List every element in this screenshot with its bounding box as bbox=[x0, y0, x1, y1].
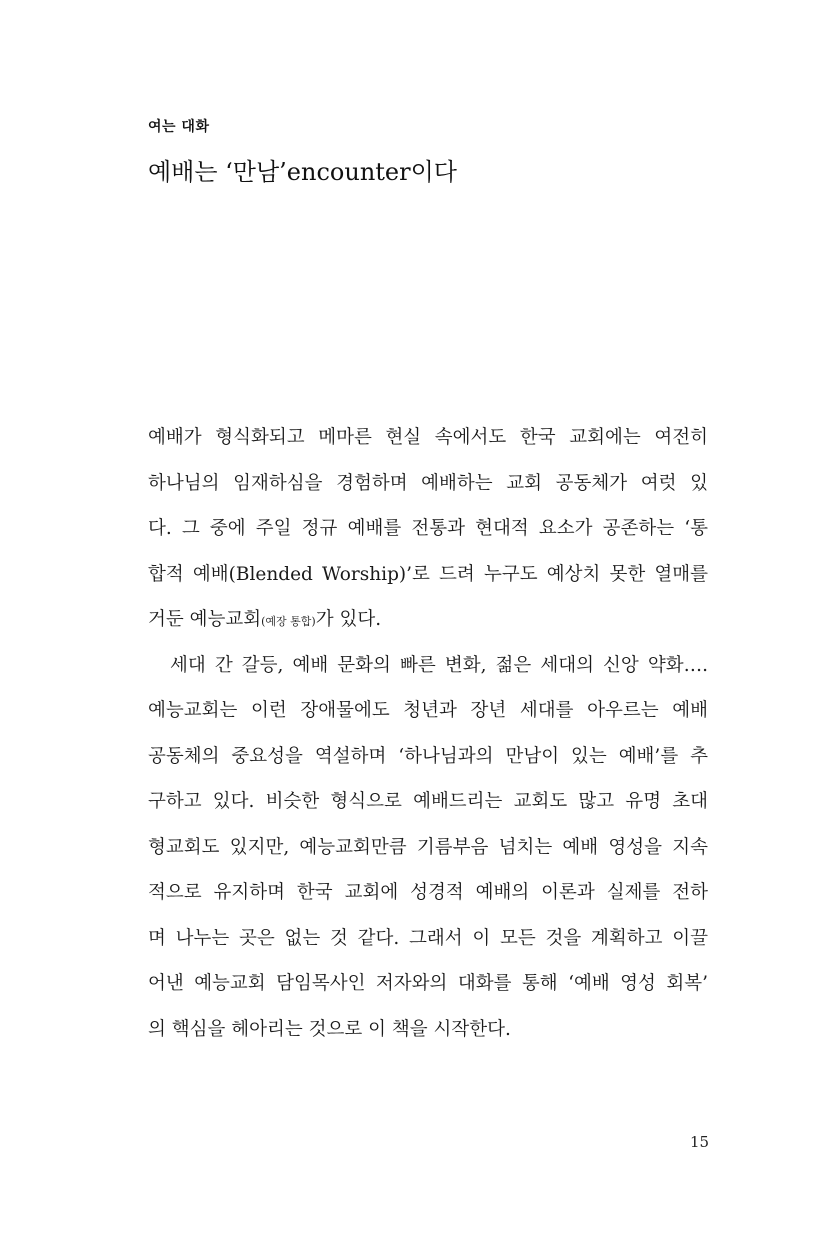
section-label: 여는 대화 bbox=[148, 119, 210, 135]
text-line: 다. 그 중에 주일 정규 예배를 전통과 현대적 요소가 공존하는 ‘통 bbox=[148, 518, 708, 539]
paragraph-2 bbox=[148, 643, 708, 1053]
page-number: 15 bbox=[690, 1133, 710, 1151]
text-line: 형교회도 있지만, 예능교회만큼 기름부음 넘치는 예배 영성을 지속 bbox=[148, 836, 708, 858]
text-line: 며 나누는 곳은 없는 것 같다. 그래서 이 모든 것을 계획하고 이끌 bbox=[148, 927, 708, 949]
text-line: 예능교회는 이런 장애물에도 청년과 장년 세대를 아우르는 예배 bbox=[148, 700, 708, 721]
text-line: 공동체의 중요성을 역설하며 ‘하나님과의 만남이 있는 예배’를 추 bbox=[148, 745, 708, 767]
text-line: 합적 예배(Blended Worship)’로 드려 누구도 예상치 못한 열매를 bbox=[148, 563, 708, 585]
text-line: 구하고 있다. 비슷한 형식으로 예배드리는 교회도 많고 유명 초대 bbox=[148, 791, 708, 812]
body-text bbox=[148, 415, 708, 1052]
chapter-title: 예배는 ‘만남’encounter이다 bbox=[148, 158, 457, 186]
text-line: 어낸 예능교회 담임목사인 저자와의 대화를 통해 ‘예배 영성 회복’ bbox=[148, 973, 708, 994]
text-segment: 거둔 예능교회 bbox=[148, 609, 262, 630]
affiliation-note: (예장 통합) bbox=[261, 615, 316, 628]
text-line: 하나님의 임재하심을 경험하며 예배하는 교회 공동체가 여럿 있 bbox=[148, 472, 708, 494]
text-line: 예배가 형식화되고 메마른 현실 속에서도 한국 교회에는 여전히 bbox=[148, 427, 708, 448]
text-line: 세대 간 갈등, 예배 문화의 빠른 변화, 젊은 세대의 신앙 약화…. bbox=[170, 654, 708, 676]
text-line: 적으로 유지하며 한국 교회에 성경적 예배의 이론과 실제를 전하 bbox=[148, 882, 708, 903]
text-line bbox=[148, 597, 708, 643]
text-line: 의 핵심을 헤아리는 것으로 이 책을 시작한다. bbox=[148, 1018, 511, 1040]
paragraph-1 bbox=[148, 415, 708, 643]
text-segment: 가 있다. bbox=[315, 609, 382, 630]
